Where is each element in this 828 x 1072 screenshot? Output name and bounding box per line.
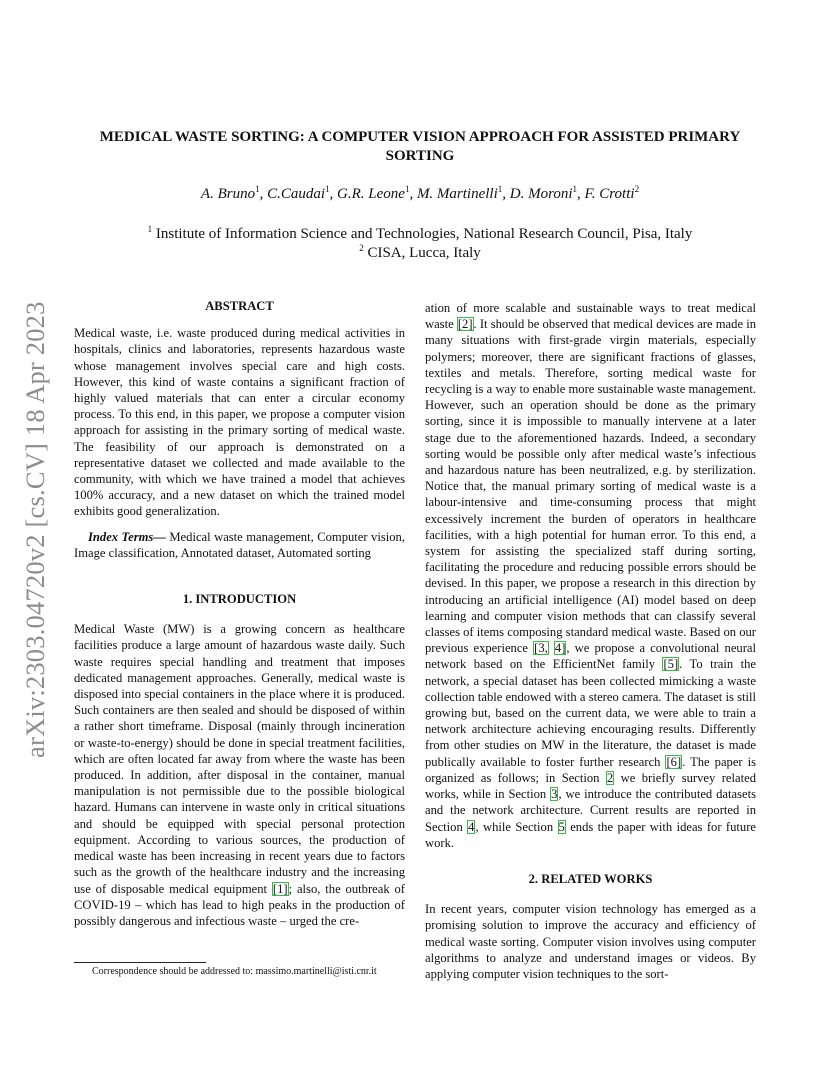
index-terms-label: Index Terms— <box>88 529 166 544</box>
index-terms <box>74 529 405 561</box>
citation-link[interactable]: 4] <box>554 641 566 656</box>
citation-link[interactable]: [5] <box>663 657 679 672</box>
abstract-text: Medical waste, i.e. waste produced during medical activities in hospitals, clinics and laboratories, represents hazardous waste whose management involves special care and high costs. However, this kind of waste contains a significant fraction of highly valued materials that can enter a circular economy process. To this end, in this paper, we propose a computer vision approach for assisting in the primary sorting of medical waste. The feasibility of our approach is demonstrated on a representative dataset we collected and made available to the community, with which we have trained a model that achieves 100% accuracy, and a new dataset on which the trained model exhibits good generalization. <box>74 326 405 519</box>
author-affiliation-mark: 1 <box>255 184 260 194</box>
citation-link[interactable]: [3, <box>534 641 548 656</box>
author-name: C.Caudai <box>267 186 326 202</box>
affiliation-number: 1 <box>147 224 153 234</box>
affiliation-text: Institute of Information Science and Technologies, National Research Council, Pisa, Italy <box>155 226 693 242</box>
citation-link[interactable]: [2] <box>457 317 473 332</box>
arxiv-identifier: arXiv:2303.04720v2 [cs.CV] 18 Apr 2023 <box>20 301 50 758</box>
section-link[interactable]: 4 <box>468 819 475 834</box>
citation-link[interactable]: [6] <box>666 754 682 769</box>
introduction-text: Medical Waste (MW) is a growing concern as healthcare facilities produce a large amount of hazardous waste daily. Such waste requires special handling and treatment that imposes dedicated management approaches. Generally, medical waste is disposed into special containers in the place where it is produced. Such containers are then sealed and should be disposed of within a rather short timeframe. Disposal (mainly through incineration or waste-to-energy) should be done in special treatment facilities, which are often located far away from where the waste has been produced. In addition, after disposal in the container, manual manipulation is not permissible due to the possible biological hazard. Humans can intervene in waste only in critical situations and should be equipped with special personal protection equipment. According to various sources, the production of medical waste has been increasing in recent years due to factors such as the growth of the healthcare industry and the increasing use of disposable medical equipment <box>74 622 405 896</box>
affiliation-item <box>90 244 750 263</box>
introduction-text: , we propose a convolutional neural network based on the EfficientNet family <box>425 641 756 672</box>
index-terms-text: Medical waste management, Computer vision, Image classification, Annotated dataset, Automated sorting <box>74 529 405 560</box>
author-name: G.R. Leone <box>337 186 405 202</box>
author-affiliation-mark: 1 <box>325 184 330 194</box>
introduction-text: , while Section <box>475 819 558 834</box>
section-link[interactable]: 2 <box>606 770 614 785</box>
correspondence-footnote: Correspondence should be addressed to: massimo.martinelli@isti.cnr.it <box>92 966 377 977</box>
left-column <box>74 298 405 929</box>
citation-link[interactable]: [1] <box>272 881 288 896</box>
author-name: D. Moroni <box>509 186 573 202</box>
affiliation-number: 2 <box>359 243 364 253</box>
author-affiliation-mark: 1 <box>404 184 410 194</box>
introduction-text: , we introduce the contributed datasets and the network architecture. Current results are reported in Section <box>425 787 756 834</box>
introduction-text: we briefly survey related works, while in Section <box>425 770 756 802</box>
related-works-heading: 2. RELATED WORKS <box>528 871 653 886</box>
section-link[interactable]: 3 <box>551 787 558 802</box>
author-name: F. Crotti <box>584 186 635 202</box>
affiliation-text: CISA, Lucca, Italy <box>367 245 481 261</box>
footnote-divider <box>74 962 206 963</box>
author-list: A. Bruno$^1$, C.Caudai$^1$, G.R. Leone$^1$, M. Martinelli$^1$, D. Moroni$^1$, F. Crotti$^2$ <box>200 184 640 202</box>
author-name: A. Bruno <box>200 186 256 202</box>
affiliation-list <box>90 225 750 263</box>
paper-title: MEDICAL WASTE SORTING: A COMPUTER VISION APPROACH FOR ASSISTED PRIMARY SORTING <box>99 129 741 164</box>
right-column <box>425 300 756 982</box>
author-affiliation-mark: 2 <box>634 184 640 194</box>
author-name: M. Martinelli <box>416 186 498 202</box>
introduction-paragraph-continued <box>425 300 756 851</box>
introduction-heading: 1. INTRODUCTION <box>182 592 297 607</box>
introduction-text: ation of more scalable and sustainable ways to treat medical waste <box>425 301 756 332</box>
introduction-text: ; also, the outbreak of COVID-19 – which has lead to high peaks in the production of possibly dangerous and infectious waste – urged the cre- <box>74 881 405 928</box>
affiliation-item <box>90 225 750 244</box>
author-affiliation-mark: 1 <box>497 184 503 194</box>
section-link[interactable]: 5 <box>558 819 565 834</box>
introduction-text: . To train the network, a special dataset has been collected mimicking a waste collection table endowed with a stereo camera. The dataset is still growing but, based on the current data, we were able to train a network architecture achieving encouraging results. Differently from other studies on MW in the literature, the dataset is made publically available to foster further research <box>425 657 756 769</box>
introduction-text: . It should be observed that medical devices are made in many situations with first-grade virgin materials, especially polymers; moreover, there are significant fractions of glasses, textiles and metals. Therefore, sorting medical waste for recycling is a way to enable more sustainable waste management. However, such an operation should be done as the primary sorting, since it is impossible to manually intervene at a later stage due to the aforementioned hazards. Indeed, a secondary sorting would be possible only after medical waste’s infectious and hazardous nature has been neutralized, e.g. by sterilization. Notice that, the manual primary sorting of medical waste is a labour-intensive and time-consuming process that might excessively increment the burden of operators in healthcare facilities, with a high potential for human error. To this end, a system for assisting the specialized staff during sorting, facilitating the procedure and reducing possible errors should be devised. In this paper, we propose a research in this direction by introducing an artificial intelligence (AI) model based on deep learning and computer vision methods that can classify several classes of items composing standard medical waste. Based on our previous experience <box>425 317 756 656</box>
introduction-text: . The paper is organized as follows; in Section <box>425 754 757 785</box>
abstract-heading: ABSTRACT <box>205 299 274 313</box>
introduction-paragraph <box>74 621 405 929</box>
related-works-text: In recent years, computer vision technology has emerged as a promising solution to improve the accuracy and efficiency of medical waste sorting. Computer vision involves using computer algorithms to analyze and understand images or videos. By applying computer vision techniques to the sort- <box>425 902 756 981</box>
author-affiliation-mark: 1 <box>572 184 578 194</box>
introduction-text: ends the paper with ideas for future work. <box>425 819 756 850</box>
